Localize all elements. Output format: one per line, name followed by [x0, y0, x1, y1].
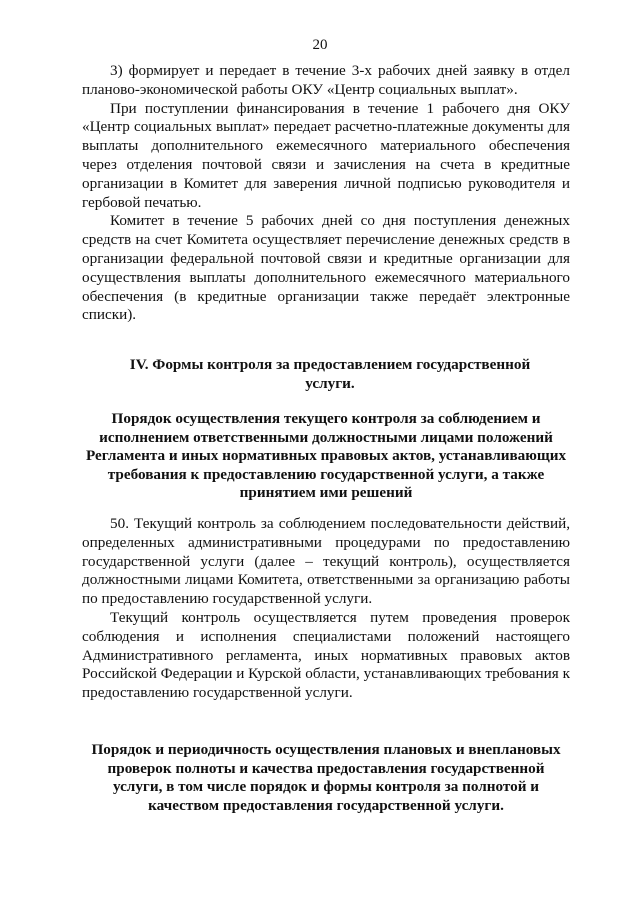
control-text-block: [82, 515, 570, 703]
page-number: 20: [312, 37, 328, 53]
intro-text-block: [82, 62, 570, 325]
paragraph: При поступлении финансирования в течение 1 рабочего дня ОКУ «Центр социальных выплат» передает расчетно-платежные документы для выплаты дополнительного ежемесячного материального обеспечения через отделения почтовой связи и зачисления на счета в кредитные организации в Комитет для заверения личной подписью руководителя и гербовой печатью.: [82, 99, 570, 211]
paragraph: 3) формирует и передает в течение 3-х рабочих дней заявку в отдел планово-экономической работы ОКУ «Центр социальных выплат».: [82, 62, 570, 98]
section-heading: IV. Формы контроля за предоставлением государственной услуги.: [129, 356, 531, 392]
paragraph: Текущий контроль осуществляется путем проведения проверок соблюдения и исполнения специалистами положений настоящего Административного регламента, иных нормативных правовых актов Российской Федерации и Курской области, устанавливающих требования к предоставлению государственной услуги.: [82, 608, 570, 702]
subsection-heading: Порядок осуществления текущего контроля за соблюдением и исполнением ответственными должностными лицами положений Регламента и иных нормативных правовых актов, устанавливающих требования к предоставлению государственной услуги, а также принятием ими решений: [85, 410, 567, 502]
paragraph: Комитет в течение 5 рабочих дней со дня поступления денежных средств на счет Комитета осуществляет перечисление денежных средств в организации федеральной почтовой связи и кредитные организации для осуществления выплаты дополнительного ежемесячного материального обеспечения (в кредитные организации также передаёт электронные списки).: [82, 212, 570, 324]
subsection-heading: Порядок и периодичность осуществления плановых и внеплановых проверок полноты и качества предоставления государственной услуги, в том числе порядок и формы контроля за полнотой и качеством предоставления государственной услуги.: [91, 741, 561, 814]
paragraph: 50. Текущий контроль за соблюдением последовательности действий, определенных административными процедурами по предоставлению государственной услуги (далее – текущий контроль), осуществляется должностными лицами Комитета, ответственными за организацию работы по предоставлению государственной услуги.: [82, 515, 570, 608]
